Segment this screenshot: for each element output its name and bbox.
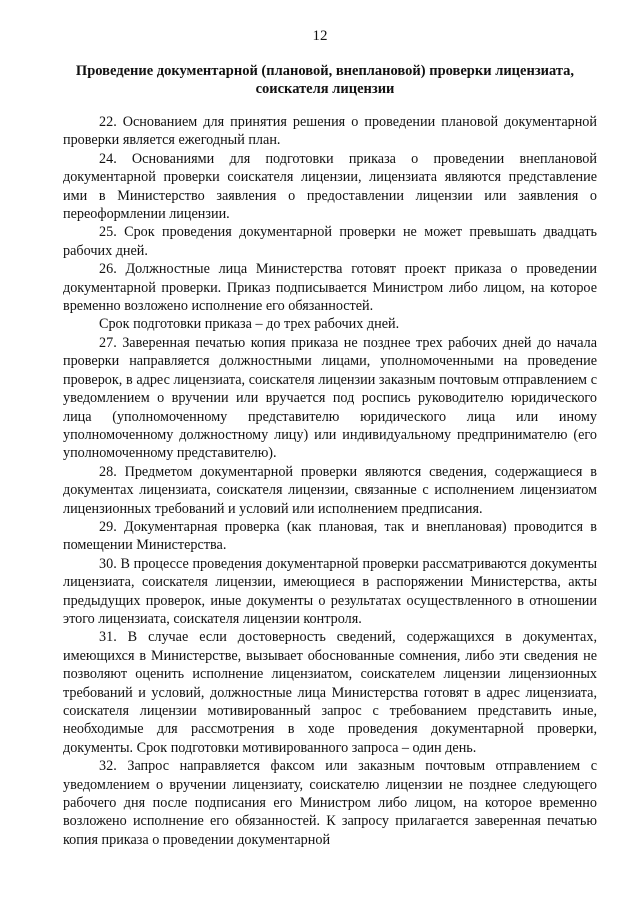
section-heading-line-2: соискателя лицензии: [255, 81, 395, 97]
paragraph-26-term: Срок подготовки приказа – до трех рабочих дней.: [99, 316, 400, 333]
paragraph-22: 22. Основанием для принятия решения о проведении плановой документарной проверки является ежегодный план.: [63, 114, 597, 149]
paragraph-32: 32. Запрос направляется факсом или заказным почтовым отправлением с уведомлением о вручении лицензиату, соискателю лицензии не позднее следующего рабочего дня после подписания его Министром либо лицом, на которое временно возложено исполнение его обязанностей. К запросу прилагается заверенная печатью копия приказа о проведении документарной: [63, 758, 597, 848]
paragraph-24: 24. Основаниями для подготовки приказа о проведении внеплановой документарной проверки соискателя лицензии, лицензиата являются представление ими в Министерство заявления о предоставлении лицензии или заявления о переоформлении лицензии.: [63, 150, 597, 223]
paragraph-31: 31. В случае если достоверность сведений, содержащихся в документах, имеющихся в Министерстве, вызывает обоснованные сомнения, либо эти сведения не позволяют оценить исполнение лицензиатом, соискателем лицензии лицензионных требований и условий, должностные лица Министерства готовят в адрес лицензиата, соискателя лицензии мотивированный запрос с требованием представить иные, необходимые для рассмотрения в ходе проведения документарной проверки, документы. Срок подготовки мотивированного запроса – один день.: [63, 629, 597, 756]
section-heading: [60, 62, 590, 98]
paragraph-28: 28. Предметом документарной проверки являются сведения, содержащиеся в документах лицензиата, соискателя лицензии, связанные с исполнением лицензиатом лицензионных требований и условий или исполнением предписания.: [63, 463, 597, 517]
paragraph-25: 25. Срок проведения документарной проверки не может превышать двадцать рабочих дней.: [63, 224, 597, 259]
paragraph-26: 26. Должностные лица Министерства готовят проект приказа о проведении документарной проверки. Приказ подписывается Министром либо лицом, на которое временно возложено исполнение его обязанностей.: [63, 261, 597, 315]
paragraph-30: 30. В процессе проведения документарной проверки рассматриваются документы лицензиата, соискателя лицензии, имеющиеся в распоряжении Министерства, акты предыдущих проверок, иные документы о результатах осуществленного в отношении этого лицензиата, соискателя лицензии контроля.: [63, 555, 597, 627]
document-body: [63, 113, 597, 849]
paragraph-29: 29. Документарная проверка (как плановая, так и внеплановая) проводится в помещении Министерства.: [63, 518, 597, 554]
page-number: 12: [312, 28, 328, 44]
paragraph-27: 27. Заверенная печатью копия приказа не позднее трех рабочих дней до начала проверки направляется должностными лицами, уполномоченными на проведение проверок, в адрес лицензиата, соискателя лицензии заказным почтовым отправлением с уведомлением о вручении или вручается под роспись руководителю юридического лица (уполномоченному представителю юридического лица или иному уполномоченному должностному лицу) или индивидуальному предпринимателю (его уполномоченному представителю).: [63, 334, 597, 462]
section-heading-line-1: Проведение документарной (плановой, внеплановой) проверки лицензиата,: [75, 63, 575, 79]
